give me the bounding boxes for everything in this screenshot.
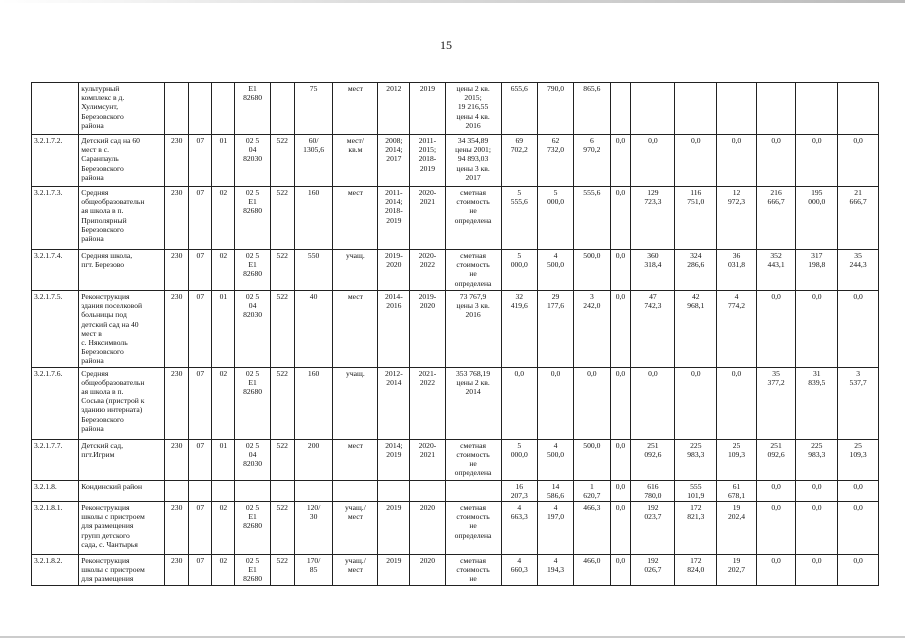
cell-v9: 0,0 — [796, 480, 838, 501]
table-row — [32, 439, 879, 480]
cell-cap: 75 — [294, 83, 333, 135]
cell-v5: 192 023,7 — [631, 502, 675, 555]
cell-v3: 1 620,7 — [574, 480, 610, 501]
cell-end: 2020 — [410, 555, 445, 586]
cell-start: 2012- 2014 — [378, 367, 410, 439]
cell-v8: 0,0 — [756, 555, 796, 586]
cell-cost — [445, 480, 501, 501]
cell-unit: мест — [333, 83, 378, 135]
cell-v2: 62 732,0 — [537, 135, 573, 187]
cell-v1: 4 660,3 — [501, 555, 537, 586]
cell-vr: 522 — [270, 291, 294, 368]
cell-v3: 6 970,2 — [574, 135, 610, 187]
cell-c1: 230 — [165, 135, 189, 187]
cell-cost: сметная стоимость не определена — [445, 250, 501, 291]
cell-c3: 02 — [212, 367, 235, 439]
cell-c3: 02 — [212, 502, 235, 555]
cell-c1: 230 — [165, 187, 189, 250]
cell-name: Реконструкция здания поселковой больницы под детский сад на 40 мест в с. Няксимволь Березовского района — [79, 291, 165, 368]
cell-v1: 5 000,0 — [501, 250, 537, 291]
cell-cost: цены 2 кв. 2015; 19 216,55 цены 4 кв. 2016 — [445, 83, 501, 135]
cell-v9: 0,0 — [796, 291, 838, 368]
cell-unit: учащ./ мест — [333, 502, 378, 555]
cell-vr: 522 — [270, 187, 294, 250]
cell-name: Средняя общеобразовательн ая школа в п. Сосьва (пристрой к зданию интерната) Березовского района — [79, 367, 165, 439]
cell-v1: 32 419,6 — [501, 291, 537, 368]
cell-name: Реконструкция школы с пристроем для размещения — [79, 555, 165, 586]
cell-v5: 616 780,0 — [631, 480, 675, 501]
cell-vr — [270, 480, 294, 501]
cell-v3: 500,0 — [574, 250, 610, 291]
cell-target — [235, 480, 270, 501]
cell-vr: 522 — [270, 250, 294, 291]
cell-v2: 4 197,0 — [537, 502, 573, 555]
table-row — [32, 291, 879, 368]
cell-cap: 60/ 1305,6 — [294, 135, 333, 187]
cell-v1: 0,0 — [501, 367, 537, 439]
cell-v2: 5 000,0 — [537, 187, 573, 250]
cell-end: 2011- 2015; 2018- 2019 — [410, 135, 445, 187]
cell-vr — [270, 83, 294, 135]
table-row — [32, 187, 879, 250]
cell-cost: 34 354,89 цены 2001; 94 893,03 цены 3 кв. 2017 — [445, 135, 501, 187]
cell-v9: 31 839,5 — [796, 367, 838, 439]
cell-v9: 0,0 — [796, 135, 838, 187]
cell-v6: 0,0 — [675, 135, 717, 187]
cell-c2 — [189, 480, 212, 501]
cell-end: 2020 — [410, 502, 445, 555]
cell-v4: 0,0 — [610, 187, 631, 250]
cell-v5 — [631, 83, 675, 135]
cell-v10: 3 537,7 — [838, 367, 879, 439]
cell-v7: 25 109,3 — [717, 439, 757, 480]
cell-v9: 0,0 — [796, 555, 838, 586]
cell-v1: 69 702,2 — [501, 135, 537, 187]
cell-c3 — [212, 83, 235, 135]
cell-v4: 0,0 — [610, 439, 631, 480]
table-row — [32, 250, 879, 291]
cell-v6: 172 821,3 — [675, 502, 717, 555]
cell-v7: 12 972,3 — [717, 187, 757, 250]
cell-unit: мест — [333, 291, 378, 368]
cell-v6: 42 968,1 — [675, 291, 717, 368]
cell-c2: 07 — [189, 555, 212, 586]
cell-c1 — [165, 480, 189, 501]
cell-name: культурный комплекс в д. Хулимсунт, Березовского района — [79, 83, 165, 135]
cell-v9: 0,0 — [796, 502, 838, 555]
cell-v10: 35 244,3 — [838, 250, 879, 291]
cell-start: 2008; 2014; 2017 — [378, 135, 410, 187]
cell-end: 2020- 2021 — [410, 187, 445, 250]
cell-code: 3.2.1.7.2. — [32, 135, 79, 187]
cell-c3: 01 — [212, 439, 235, 480]
cell-target: 02 5 E1 82680 — [235, 555, 270, 586]
cell-v4: 0,0 — [610, 502, 631, 555]
cell-v2: 14 586,6 — [537, 480, 573, 501]
cell-c2: 07 — [189, 367, 212, 439]
cell-v10: 0,0 — [838, 135, 879, 187]
cell-name: Кондинский район — [79, 480, 165, 501]
cell-v3: 555,6 — [574, 187, 610, 250]
cell-start: 2019- 2020 — [378, 250, 410, 291]
cell-c3: 01 — [212, 291, 235, 368]
cell-target: 02 5 04 82030 — [235, 135, 270, 187]
cell-v3: 466,3 — [574, 502, 610, 555]
cell-code: 3.2.1.7.3. — [32, 187, 79, 250]
cell-v9 — [796, 83, 838, 135]
cell-c3: 01 — [212, 135, 235, 187]
page-number: 15 — [440, 38, 452, 52]
cell-cost: сметная стоимость не определена — [445, 439, 501, 480]
cell-v4: 0,0 — [610, 135, 631, 187]
cell-v5: 192 026,7 — [631, 555, 675, 586]
cell-target: 02 5 E1 82680 — [235, 187, 270, 250]
cell-v1: 655,6 — [501, 83, 537, 135]
cell-start: 2014; 2019 — [378, 439, 410, 480]
cell-c3: 02 — [212, 250, 235, 291]
cell-c2: 07 — [189, 502, 212, 555]
cell-v4 — [610, 83, 631, 135]
cell-v1: 4 663,3 — [501, 502, 537, 555]
table-row — [32, 135, 879, 187]
cell-unit: учащ. — [333, 250, 378, 291]
cell-unit: мест — [333, 439, 378, 480]
cell-c1: 230 — [165, 367, 189, 439]
cell-c1: 230 — [165, 439, 189, 480]
cell-v6: 324 286,6 — [675, 250, 717, 291]
cell-v6: 555 101,9 — [675, 480, 717, 501]
cell-v6: 172 824,0 — [675, 555, 717, 586]
cell-start — [378, 480, 410, 501]
cell-unit: учащ. — [333, 367, 378, 439]
cell-v7: 4 774,2 — [717, 291, 757, 368]
cell-cap: 40 — [294, 291, 333, 368]
cell-unit: мест — [333, 187, 378, 250]
cell-v1: 16 207,3 — [501, 480, 537, 501]
cell-c2 — [189, 83, 212, 135]
cell-end: 2019- 2020 — [410, 291, 445, 368]
cell-cost: сметная стоимость не определена — [445, 502, 501, 555]
cell-c1: 230 — [165, 250, 189, 291]
cell-v7: 36 031,8 — [717, 250, 757, 291]
cell-v8: 0,0 — [756, 502, 796, 555]
cell-end: 2020- 2022 — [410, 250, 445, 291]
cell-v9: 195 000,0 — [796, 187, 838, 250]
cell-target: 02 5 E1 82680 — [235, 502, 270, 555]
cell-cap: 550 — [294, 250, 333, 291]
cell-v10: 0,0 — [838, 555, 879, 586]
cell-v3: 466,0 — [574, 555, 610, 586]
cell-vr: 522 — [270, 367, 294, 439]
cell-c3 — [212, 480, 235, 501]
cell-c1 — [165, 83, 189, 135]
scan-top-edge — [0, 0, 905, 3]
cell-v5: 251 092,6 — [631, 439, 675, 480]
cell-cap: 120/ 30 — [294, 502, 333, 555]
cell-v3: 865,6 — [574, 83, 610, 135]
cell-v10: 0,0 — [838, 291, 879, 368]
cell-code: 3.2.1.8. — [32, 480, 79, 501]
cell-c2: 07 — [189, 187, 212, 250]
cell-v2: 4 194,3 — [537, 555, 573, 586]
cell-vr: 522 — [270, 439, 294, 480]
cell-cap — [294, 480, 333, 501]
cell-v6: 0,0 — [675, 367, 717, 439]
cell-v5: 47 742,3 — [631, 291, 675, 368]
cell-v10: 25 109,3 — [838, 439, 879, 480]
cell-v6 — [675, 83, 717, 135]
cell-v9: 225 983,3 — [796, 439, 838, 480]
cell-code: 3.2.1.8.2. — [32, 555, 79, 586]
cell-v10 — [838, 83, 879, 135]
cell-unit: учащ./ мест — [333, 555, 378, 586]
cell-code: 3.2.1.7.7. — [32, 439, 79, 480]
cell-target: 02 5 E1 82680 — [235, 250, 270, 291]
cell-v3: 500,0 — [574, 439, 610, 480]
cell-target: E1 82680 — [235, 83, 270, 135]
budget-table — [31, 82, 879, 586]
cell-v8: 251 092,6 — [756, 439, 796, 480]
cell-v6: 225 983,3 — [675, 439, 717, 480]
cell-v8: 0,0 — [756, 135, 796, 187]
cell-v4: 0,0 — [610, 367, 631, 439]
cell-v8: 35 377,2 — [756, 367, 796, 439]
cell-v4: 0,0 — [610, 250, 631, 291]
cell-v5: 129 723,3 — [631, 187, 675, 250]
cell-name: Детский сад, пгт.Игрим — [79, 439, 165, 480]
cell-end — [410, 480, 445, 501]
table-row — [32, 555, 879, 586]
cell-start: 2019 — [378, 502, 410, 555]
scan-bottom-edge — [0, 636, 905, 638]
cell-v3: 3 242,0 — [574, 291, 610, 368]
cell-name: Средняя общеобразовательн ая школа в п. Приполярный Березовского района — [79, 187, 165, 250]
cell-c1: 230 — [165, 291, 189, 368]
cell-code: 3.2.1.7.5. — [32, 291, 79, 368]
cell-code — [32, 83, 79, 135]
cell-start: 2012 — [378, 83, 410, 135]
cell-end: 2019 — [410, 83, 445, 135]
cell-v1: 5 000,0 — [501, 439, 537, 480]
cell-v3: 0,0 — [574, 367, 610, 439]
table-row — [32, 367, 879, 439]
cell-cost: 73 767,9 цены 3 кв. 2016 — [445, 291, 501, 368]
cell-v10: 0,0 — [838, 480, 879, 501]
cell-code: 3.2.1.8.1. — [32, 502, 79, 555]
cell-name: Средняя школа, пгт. Березово — [79, 250, 165, 291]
cell-v5: 0,0 — [631, 367, 675, 439]
cell-end: 2020- 2021 — [410, 439, 445, 480]
cell-name: Реконструкция школы с пристроем для размещения групп детского сада, с. Чантырья — [79, 502, 165, 555]
cell-cap: 160 — [294, 187, 333, 250]
cell-v7 — [717, 83, 757, 135]
cell-c1: 230 — [165, 555, 189, 586]
cell-v2: 29 177,6 — [537, 291, 573, 368]
cell-target: 02 5 04 82030 — [235, 439, 270, 480]
cell-start: 2019 — [378, 555, 410, 586]
cell-v7: 61 678,1 — [717, 480, 757, 501]
cell-c1: 230 — [165, 502, 189, 555]
cell-target: 02 5 04 82030 — [235, 291, 270, 368]
cell-vr: 522 — [270, 502, 294, 555]
cell-unit: мест/ кв.м — [333, 135, 378, 187]
cell-v2: 4 500,0 — [537, 250, 573, 291]
cell-cap: 160 — [294, 367, 333, 439]
cell-v8: 216 666,7 — [756, 187, 796, 250]
cell-start: 2011- 2014; 2018- 2019 — [378, 187, 410, 250]
table-row — [32, 480, 879, 501]
cell-start: 2014- 2016 — [378, 291, 410, 368]
cell-v4: 0,0 — [610, 291, 631, 368]
cell-v5: 0,0 — [631, 135, 675, 187]
cell-cost: сметная стоимость не — [445, 555, 501, 586]
cell-v8: 0,0 — [756, 291, 796, 368]
cell-v7: 0,0 — [717, 367, 757, 439]
cell-v7: 0,0 — [717, 135, 757, 187]
cell-c3: 02 — [212, 187, 235, 250]
cell-cap: 170/ 85 — [294, 555, 333, 586]
cell-v4: 0,0 — [610, 555, 631, 586]
cell-v10: 0,0 — [838, 502, 879, 555]
cell-c2: 07 — [189, 439, 212, 480]
cell-c2: 07 — [189, 291, 212, 368]
cell-code: 3.2.1.7.4. — [32, 250, 79, 291]
cell-c2: 07 — [189, 250, 212, 291]
cell-v9: 317 198,8 — [796, 250, 838, 291]
cell-v2: 4 500,0 — [537, 439, 573, 480]
cell-v4: 0,0 — [610, 480, 631, 501]
cell-v8: 352 443,1 — [756, 250, 796, 291]
cell-v1: 5 555,6 — [501, 187, 537, 250]
cell-code: 3.2.1.7.6. — [32, 367, 79, 439]
cell-vr: 522 — [270, 555, 294, 586]
cell-v5: 360 318,4 — [631, 250, 675, 291]
table-row — [32, 502, 879, 555]
cell-v8 — [756, 83, 796, 135]
cell-name: Детский сад на 60 мест в с. Саранпауль Березовского района — [79, 135, 165, 187]
cell-vr: 522 — [270, 135, 294, 187]
cell-unit — [333, 480, 378, 501]
cell-target: 02 5 E1 82680 — [235, 367, 270, 439]
cell-v6: 116 751,0 — [675, 187, 717, 250]
cell-v7: 19 202,4 — [717, 502, 757, 555]
cell-v8: 0,0 — [756, 480, 796, 501]
cell-end: 2021- 2022 — [410, 367, 445, 439]
cell-cap: 200 — [294, 439, 333, 480]
cell-v2: 790,0 — [537, 83, 573, 135]
cell-c3: 02 — [212, 555, 235, 586]
table-row — [32, 83, 879, 135]
cell-v2: 0,0 — [537, 367, 573, 439]
cell-v10: 21 666,7 — [838, 187, 879, 250]
cell-c2: 07 — [189, 135, 212, 187]
cell-cost: сметная стоимость не определена — [445, 187, 501, 250]
cell-v7: 19 202,7 — [717, 555, 757, 586]
cell-cost: 353 768,19 цены 2 кв. 2014 — [445, 367, 501, 439]
